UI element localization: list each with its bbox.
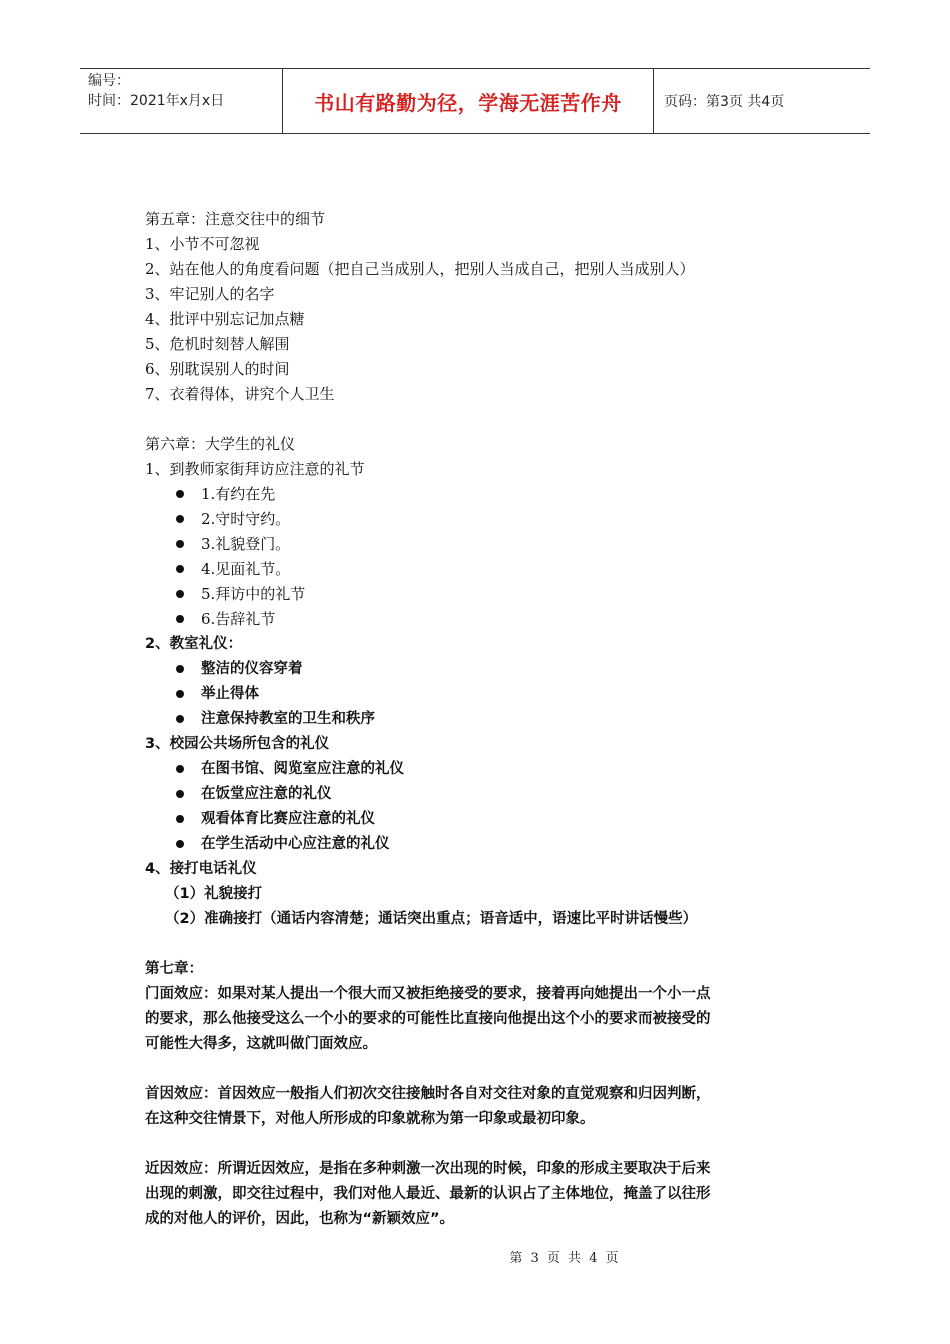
- header-motto: 书山有路勤为径，学海无涯苦作舟: [282, 69, 654, 133]
- page-footer: 第 3 页 共 4 页: [509, 1251, 621, 1266]
- bullet-item: 举止得体: [145, 682, 815, 707]
- bullet-item: 注意保持教室的卫生和秩序: [145, 707, 815, 732]
- paragraph-line: 可能性大得多，这就叫做门面效应。: [145, 1036, 377, 1052]
- sub-item: （1）礼貌接打: [165, 886, 263, 902]
- bullet-item: 在图书馆、阅览室应注意的礼仪: [145, 757, 815, 782]
- list-item: 6、别耽误别人的时间: [145, 360, 290, 378]
- bullet-item: 1.有约在先: [145, 482, 815, 507]
- bullet-item: 6.告辞礼节: [145, 607, 815, 632]
- bullet-item: 5.拜访中的礼节: [145, 582, 815, 607]
- list-item: 4、批评中别忘记加点糖: [145, 310, 305, 328]
- paragraph-line: 近因效应：所谓近因效应，是指在多种刺激一次出现的时候，印象的形成主要取决于后来: [145, 1161, 711, 1177]
- chapter6-title: 第六章：大学生的礼仪: [145, 435, 296, 453]
- section-title: 4、接打电话礼仪: [145, 861, 257, 877]
- section-title: 1、到教师家街拜访应注意的礼节: [145, 460, 365, 478]
- chapter5-title: 第五章：注意交往中的细节: [145, 210, 326, 228]
- sub-item: （2）准确接打（通话内容清楚；通话突出重点；语音适中，语速比平时讲话慢些）: [165, 911, 698, 927]
- bullet-item: 整洁的仪容穿着: [145, 657, 815, 682]
- header-meta: [80, 69, 282, 133]
- paragraph-line: 门面效应：如果对某人提出一个很大而又被拒绝接受的要求，接着再向她提出一个小一点: [145, 986, 711, 1002]
- list-item: 3、牢记别人的名字: [145, 285, 275, 303]
- page-header: [80, 68, 870, 134]
- bullet-item: 4.见面礼节。: [145, 557, 815, 582]
- paragraph-line: 的要求，那么他接受这么一个小的要求的可能性比直接向他提出这个小的要求而被接受的: [145, 1011, 711, 1027]
- paragraph-line: 成的对他人的评价，因此，也称为“新颖效应”。: [145, 1211, 455, 1227]
- list-item: 7、衣着得体，讲究个人卫生: [145, 385, 335, 403]
- list-item: 2、站在他人的角度看问题（把自己当成别人，把别人当成自己，把别人当成别人）: [145, 260, 695, 278]
- list-item: 1、小节不可忽视: [145, 235, 260, 253]
- bullet-item: 观看体育比赛应注意的礼仪: [145, 807, 815, 832]
- chapter7-title: 第七章：: [145, 961, 203, 977]
- document-body: [145, 207, 815, 1232]
- bullet-item: 3.礼貌登门。: [145, 532, 815, 557]
- header-page-info: 页码：第3页 共4页: [664, 94, 785, 110]
- bullet-item: 在学生活动中心应注意的礼仪: [145, 832, 815, 857]
- list-item: 5、危机时刻替人解围: [145, 335, 290, 353]
- bullet-item: 在饭堂应注意的礼仪: [145, 782, 815, 807]
- section-title: 3、校园公共场所包含的礼仪: [145, 736, 330, 752]
- bullet-item: 2.守时守约。: [145, 507, 815, 532]
- code-label: 编号：: [88, 73, 130, 89]
- date-label: 时间：2021年x月x日: [88, 93, 225, 109]
- paragraph-line: 在这种交往情景下，对他人所形成的印象就称为第一印象或最初印象。: [145, 1111, 595, 1127]
- paragraph-line: 首因效应：首因效应一般指人们初次交往接触时各自对交往对象的直觉观察和归因判断，: [145, 1086, 711, 1102]
- paragraph-line: 出现的刺激，即交往过程中，我们对他人最近、最新的认识占了主体地位，掩盖了以往形: [145, 1186, 711, 1202]
- section-title: 2、教室礼仪：: [145, 636, 243, 652]
